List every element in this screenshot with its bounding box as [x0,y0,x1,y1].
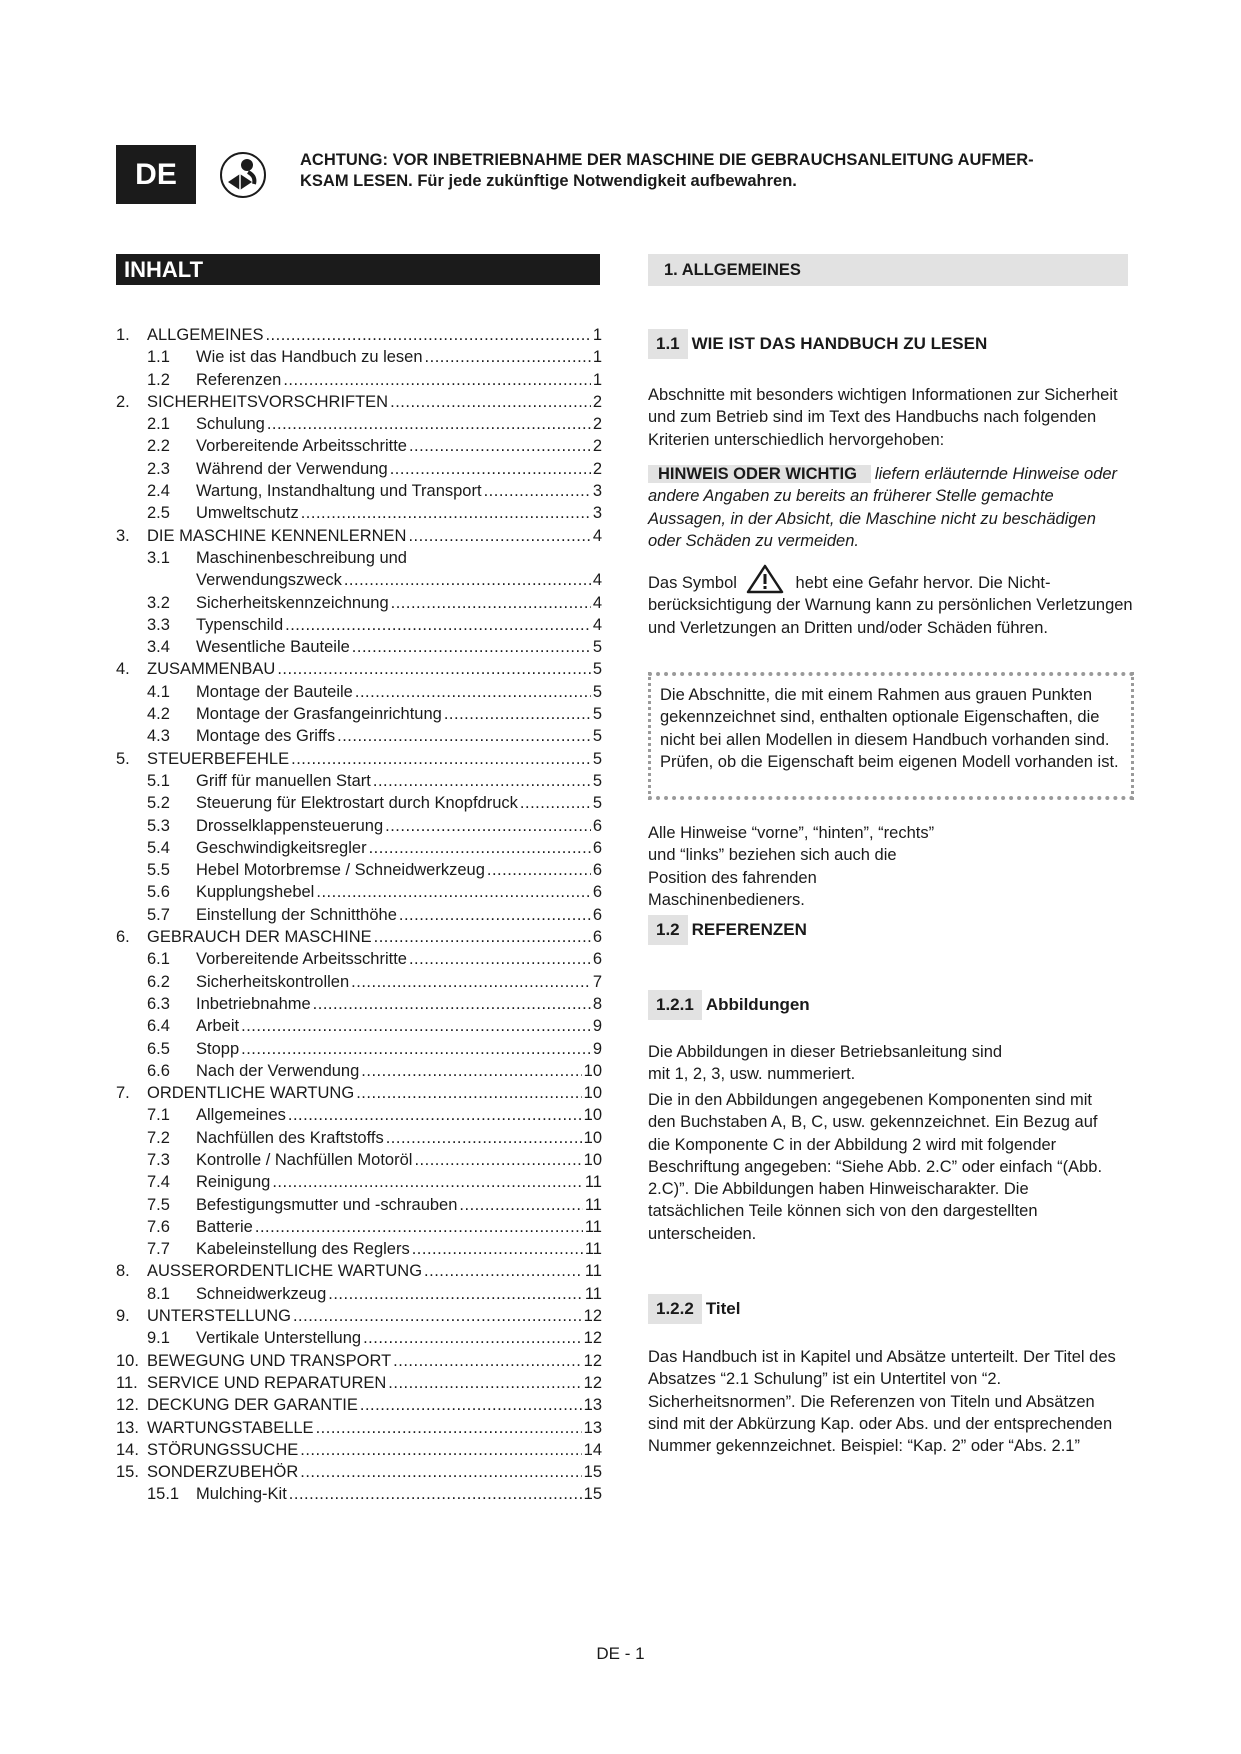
toc-leader-dots [412,1238,583,1260]
toc-entry [116,1327,602,1349]
toc-entry-title: WARTUNGSTABELLE [147,1418,314,1437]
toc-entry-page: 9 [592,1039,602,1058]
toc-entry-page: 12 [583,1307,602,1326]
toc-entry-title: DECKUNG DER GARANTIE [147,1396,358,1415]
toc-entry-title: DIE MASCHINE KENNENLERNEN [147,526,407,545]
toc-entry-title: SONDERZUBEHÖR [147,1463,299,1482]
toc-entry [116,770,602,792]
toc-entry-title: Montage der Bauteile [196,682,353,701]
toc-entry-page: 5 [592,682,602,701]
toc-entry-title: Stopp [196,1039,240,1058]
toc-entry-title: Schneidwerkzeug [196,1284,327,1303]
toc-leader-dots [414,1149,581,1171]
toc-entry [116,926,602,948]
toc-entry-number: 9.1 [147,1329,170,1348]
toc-entry-page: 1 [592,326,602,344]
toc-entry-number: 11. [116,1373,138,1392]
toc-leader-dots [390,391,591,413]
toc-entry-number: 4. [116,660,130,679]
section-number: 1.1 [648,329,688,359]
toc-entry-title: Inbetriebnahme [196,994,311,1013]
toc-entry-number: 5.4 [147,838,170,857]
toc-entry-page: 4 [592,526,602,545]
toc-leader-dots [337,725,591,747]
toc-entry-page: 6 [592,816,602,835]
toc-entry-title: Kontrolle / Nachfüllen Motoröl [196,1150,413,1169]
toc-entry-number: 9. [116,1307,130,1326]
toc-entry-page: 12 [583,1351,602,1370]
toc-leader-dots [373,770,591,792]
toc-entry-title: BEWEGUNG UND TRANSPORT [147,1351,392,1370]
toc-entry-page: 6 [592,861,602,880]
figures-paragraph-2: Die in den Abbildungen angegebenen Komponenten sind mit den Buchstaben A, B, C, usw. gekennzeichnet. Ein Bezug auf die Komponente C in der Abbildung 2 wird mit folgender Beschriftung angegeben: “Siehe Abb. 2.C” oder einfach “(Abb. 2.C)”. Die Abbildungen haben Hinweischarakter. Die tatsächlichen Teile können sich von den dargestellten unterscheiden. [648,1091,1103,1243]
toc-entry [116,837,602,859]
toc-entry-number [116,569,196,591]
note-paragraph [648,463,1118,552]
toc-leader-dots [487,859,591,881]
toc-leader-dots [484,480,591,502]
toc-entry [116,948,602,970]
toc-entry-title: Geschwindigkeitsregler [196,838,367,857]
toc-entry-title: Maschinenbeschreibung und [196,548,407,567]
toc-entry-page: 13 [583,1396,602,1415]
toc-leader-dots [301,502,591,524]
toc-entry-number: 2.2 [147,437,170,456]
toc-entry-number: 3.4 [147,638,170,657]
directions-paragraph: Alle Hinweise “vorne”, “hinten”, “rechts” und “links” beziehen sich auch die Position des fahrenden Maschinenbedieners. [648,824,935,909]
toc-leader-dots [293,1305,582,1327]
toc-entry-page: 10 [583,1128,602,1147]
toc-entry-title: Schulung [196,415,265,434]
toc-entry-number: 15.1 [147,1485,180,1504]
toc-entry-number: 8. [116,1262,130,1281]
toc-entry-number: 7.5 [147,1195,170,1214]
toc-entry [116,703,602,725]
toc-entry-title: Umweltschutz [196,504,299,523]
toc-entry [116,993,602,1015]
toc-entry-number: 5.5 [147,861,170,880]
toc-entry-title: ZUSAMMENBAU [147,660,276,679]
toc-leader-dots [374,926,591,948]
toc-entry-number: 5.2 [147,794,170,813]
toc-leader-dots [408,525,590,547]
section-title: WIE IST DAS HANDBUCH ZU LESEN [691,334,988,353]
toc-entry [116,1216,602,1238]
toc-entry-title: Referenzen [196,370,282,389]
toc-entry-page: 11 [584,1217,602,1236]
toc-entry [116,1171,602,1193]
toc-entry-page: 11 [584,1262,602,1281]
toc-entry [116,1038,602,1060]
toc-leader-dots [409,435,591,457]
toc-entry-page: 5 [592,638,602,657]
toc-entry-page: 8 [592,994,602,1013]
toc-entry [116,1082,602,1104]
toc-entry-number: 1. [116,326,130,344]
toc-entry [116,1015,602,1037]
toc-leader-dots [351,971,591,993]
toc-entry-title: Griff für manuellen Start [196,771,371,790]
toc-leader-dots [425,346,591,368]
toc-leader-dots [355,681,591,703]
toc-entry [116,815,602,837]
toc-entry-title: SERVICE UND REPARATUREN [147,1373,387,1392]
toc-leader-dots [255,1216,583,1238]
toc-entry-number: 3.1 [147,548,170,567]
toc-entry-page: 6 [592,838,602,857]
toc-title: INHALT [116,254,600,285]
toc-entry-page: 14 [583,1440,602,1459]
toc-leader-dots [291,748,591,770]
symbol-paragraph [648,564,1138,639]
toc-entry-title: Vorbereitende Arbeitsschritte [196,950,407,969]
toc-entry [116,480,602,502]
toc-leader-dots [388,1372,581,1394]
toc-entry-page: 10 [583,1106,602,1125]
toc-entry-page: 9 [592,1017,602,1036]
toc-entry-title: Einstellung der Schnitthöhe [196,905,397,924]
toc-entry-number: 6.2 [147,972,170,991]
toc-leader-dots [272,1171,583,1193]
toc-entry-page: 15 [583,1463,602,1482]
toc-entry-page: 4 [592,615,602,634]
toc-entry-page: 3 [592,482,602,501]
toc-entry-number: 14. [116,1440,139,1459]
toc-entry [116,748,602,770]
toc-entry-title: Typenschild [196,615,284,634]
toc-entry-page: 6 [592,950,602,969]
toc-entry-page: 15 [583,1485,602,1504]
toc-leader-dots [300,1461,581,1483]
toc-entry-title: Steuerung für Elektrostart durch Knopfdruck [196,794,518,813]
toc-leader-dots [360,1394,582,1416]
toc-leader-dots [424,1260,583,1282]
toc-entry-title: UNTERSTELLUNG [147,1307,291,1326]
section-1-2-heading [648,915,807,945]
toc-entry-page: 5 [592,705,602,724]
toc-entry-title: Verwendungszweck [196,571,342,590]
toc-entry [116,1439,602,1461]
toc-entry-number: 1.1 [147,348,170,367]
toc-leader-dots [409,948,591,970]
toc-entry-page: 7 [592,972,602,991]
toc-entry-number: 10. [116,1351,139,1370]
toc-entry [116,435,602,457]
symbol-before: Das Symbol [648,574,737,592]
toc-entry [116,502,602,524]
language-badge: DE [116,145,196,204]
toc-entry-page: 11 [584,1173,602,1192]
toc-leader-dots [363,1327,582,1349]
toc-leader-dots [241,1015,591,1037]
toc-entry [116,971,602,993]
figures-paragraph-1: Die Abbildungen in dieser Betriebsanleitung sind mit 1, 2, 3, usw. nummeriert. [648,1043,1003,1084]
section-title: Abbildungen [705,995,810,1014]
toc-entry [116,859,602,881]
toc-entry-number: 7.6 [147,1217,170,1236]
toc-entry [116,413,602,435]
section-1-2-1-heading [648,990,810,1020]
toc-entry [116,1238,602,1260]
toc-entry-page: 11 [584,1195,602,1214]
toc-leader-dots [285,614,591,636]
toc-entry-title: STÖRUNGSSUCHE [147,1440,299,1459]
toc-entry [116,1104,602,1126]
toc-entry-title: Wie ist das Handbuch zu lesen [196,348,423,367]
toc-leader-dots [313,993,591,1015]
toc-entry [116,369,602,391]
section-number: 1.2 [648,915,688,945]
toc-entry [116,881,602,903]
section-number: 1.2.2 [648,1294,702,1324]
toc-entry-number: 1.2 [147,370,170,389]
toc-entry-page: 2 [592,459,602,478]
symbol-after: hebt eine Gefahr hervor. Die Nicht-berücksichtigung der Warnung kann zu persönlichen Verletzungen und Verletzungen an Dritten und/oder Schäden führen. [648,574,1133,637]
safety-warning [300,150,1130,192]
toc-entry-number: 4.1 [147,682,170,701]
toc-entry-number: 2. [116,392,130,411]
toc-entry-page: 11 [584,1284,602,1303]
toc-entry [116,636,602,658]
toc-entry [116,1060,602,1082]
toc-leader-dots [289,1483,582,1505]
toc-leader-dots [361,1060,581,1082]
toc-leader-dots [459,1194,582,1216]
toc-entry-number: 3.3 [147,615,170,634]
warning-line-1: ACHTUNG: VOR INBETRIEBNAHME DER MASCHINE DIE GEBRAUCHSANLEITUNG AUFMER- [300,151,1034,169]
toc-leader-dots [267,413,591,435]
toc-leader-dots [328,1283,583,1305]
toc-entry [116,1149,602,1171]
toc-entry-title: Kupplungshebel [196,883,315,902]
toc-entry-title: Nach der Verwendung [196,1061,360,1080]
toc-entry-title: SICHERHEITSVORSCHRIFTEN [147,392,389,411]
toc-entry [116,1483,602,1505]
toc-entry-page: 6 [592,905,602,924]
toc-entry-number: 6.5 [147,1039,170,1058]
optional-feature-text: Die Abschnitte, die mit einem Rahmen aus grauen Punkten gekennzeichnet sind, enthalten optionale Eigenschaften, die nicht bei allen Modellen in diesem Handbuch vorhanden sind. Prüfen, ob die Eigenschaft beim eigenen Modell vorhanden ist. [660,686,1119,771]
note-label: HINWEIS ODER WICHTIG [648,465,871,483]
toc-entry-number: 6.6 [147,1061,170,1080]
toc-leader-dots [283,369,591,391]
toc-entry [116,324,602,346]
toc-entry-page: 11 [584,1240,602,1259]
toc-entry-title: Kabeleinstellung des Reglers [196,1240,410,1259]
toc-leader-dots [316,1417,582,1439]
toc-leader-dots [444,703,591,725]
toc-entry-page: 1 [592,348,602,367]
toc-entry [116,1283,602,1305]
toc-entry-title: Wartung, Instandhaltung und Transport [196,482,482,501]
toc-entry-title: Während der Verwendung [196,459,388,478]
toc-entry-title: Sicherheitskennzeichnung [196,593,389,612]
toc-entry [116,725,602,747]
section-title: Titel [705,1299,741,1318]
toc-entry [116,614,602,636]
toc-entry-page: 2 [592,415,602,434]
intro-paragraph: Abschnitte mit besonders wichtigen Informationen zur Sicherheit und zum Betrieb sind im Text des Handbuchs nach folgenden Kriterien unterschiedlich hervorgehoben: [648,386,1118,449]
toc-leader-dots [356,1082,581,1104]
toc-entry [116,569,602,591]
toc-entry-number: 7.4 [147,1173,170,1192]
section-1-header: 1. ALLGEMEINES [648,254,1128,286]
toc-leader-dots [277,658,590,680]
toc-leader-dots [352,636,591,658]
toc-entry-page: 5 [592,727,602,746]
toc-entry-number: 2.1 [147,415,170,434]
toc-entry-page: 4 [592,571,602,590]
toc-leader-dots [300,1439,581,1461]
toc-entry-title: Batterie [196,1217,253,1236]
toc-entry-title: Montage des Griffs [196,727,336,746]
toc-entry-number: 6. [116,928,130,947]
toc-entry [116,1461,602,1483]
toc-entry-number: 4.2 [147,705,170,724]
toc-entry-title: Nachfüllen des Kraftstoffs [196,1128,384,1147]
toc-entry-title: GEBRAUCH DER MASCHINE [147,928,372,947]
toc-leader-dots [265,324,590,346]
toc-entry-title: Hebel Motorbremse / Schneidwerkzeug [196,861,485,880]
toc-entry-page: 1 [592,370,602,389]
toc-leader-dots [241,1038,591,1060]
toc-entry-number: 7.2 [147,1128,170,1147]
toc-entry-page: 13 [583,1418,602,1437]
toc-entry [116,1260,602,1282]
toc-entry-number: 5.6 [147,883,170,902]
toc-leader-dots [288,1104,582,1126]
section-1-1-heading [648,329,987,359]
titles-paragraph: Das Handbuch ist in Kapitel und Absätze unterteilt. Der Titel des Absatzes “2.1 Schulung” ist ein Untertitel von “2. Sicherheitsnormen”. Die Referenzen von Titeln und Absätzen sind mit der Abkürzung Kap. oder Abs. und der entsprechenden Nummer gekennzeichnet. Beispiel: “Kap. 2” oder “Abs. 2.1” [648,1348,1116,1456]
table-of-contents [116,324,602,1506]
toc-entry-page: 5 [592,794,602,813]
toc-entry-number: 5.7 [147,905,170,924]
toc-entry [116,904,602,926]
toc-entry [116,391,602,413]
toc-entry [116,1127,602,1149]
toc-entry-number: 2.5 [147,504,170,523]
manual-reading-icon [220,152,266,198]
toc-entry-title: Arbeit [196,1017,240,1036]
toc-entry [116,458,602,480]
toc-entry [116,1350,602,1372]
toc-entry-number: 7.7 [147,1240,170,1259]
toc-entry [116,525,602,547]
toc-entry-number: 7. [116,1084,130,1103]
toc-leader-dots [399,904,591,926]
toc-entry-number: 5.3 [147,816,170,835]
toc-entry-title: ORDENTLICHE WARTUNG [147,1084,355,1103]
toc-leader-dots [520,792,591,814]
toc-entry [116,1372,602,1394]
toc-entry-number: 7.3 [147,1150,170,1169]
toc-leader-dots [386,1127,582,1149]
toc-entry-page: 10 [583,1150,602,1169]
toc-leader-dots [385,815,591,837]
section-1-2-2-heading [648,1294,740,1324]
toc-leader-dots [393,1350,581,1372]
toc-entry-number: 6.3 [147,994,170,1013]
toc-entry-number: 6.1 [147,950,170,969]
toc-leader-dots [344,569,591,591]
toc-leader-dots [390,458,591,480]
section-title: REFERENZEN [691,920,807,939]
toc-entry-page: 12 [583,1373,602,1392]
toc-entry-number: 2.3 [147,459,170,478]
toc-entry-page: 2 [592,392,602,411]
toc-entry-title: Vertikale Unterstellung [196,1329,362,1348]
toc-entry-page: 2 [592,437,602,456]
toc-entry [116,547,602,569]
toc-entry-title: Reinigung [196,1173,271,1192]
toc-entry [116,346,602,368]
warning-line-2: KSAM LESEN. Für jede zukünftige Notwendigkeit aufbewahren. [300,172,797,190]
toc-entry-title: ALLGEMEINES [147,326,264,344]
toc-entry-number: 13. [116,1418,139,1437]
toc-entry-number: 6.4 [147,1017,170,1036]
toc-entry-title: Sicherheitskontrollen [196,972,350,991]
toc-entry-title: Drosselklappensteuerung [196,816,384,835]
toc-entry-number: 5.1 [147,771,170,790]
note-text: liefern erläuternde Hinweise oder andere Angaben zu bereits an früherer Stelle gemachte Aussagen, in der Absicht, die Maschine nicht zu beschädigen oder Schäden zu vermeiden. [648,465,1118,550]
toc-entry-page: 12 [583,1329,602,1348]
toc-entry [116,592,602,614]
toc-entry [116,681,602,703]
toc-entry [116,1394,602,1416]
toc-entry-number: 3.2 [147,593,170,612]
toc-entry-number: 4.3 [147,727,170,746]
toc-entry-title: Wesentliche Bauteile [196,638,350,657]
toc-entry-page: 5 [592,771,602,790]
toc-entry-title: Mulching-Kit [196,1485,287,1504]
toc-entry-page: 3 [592,504,602,523]
toc-entry-page: 6 [592,928,602,947]
toc-entry [116,1194,602,1216]
toc-entry-title: AUSSERORDENTLICHE WARTUNG [147,1262,423,1281]
toc-entry-number: 12. [116,1396,139,1415]
toc-entry [116,1417,602,1439]
toc-entry [116,658,602,680]
toc-leader-dots [316,881,590,903]
toc-entry-title: Montage der Grasfangeinrichtung [196,705,442,724]
toc-entry-number: 5. [116,749,130,768]
toc-leader-dots [391,592,591,614]
page-number: DE - 1 [596,1644,645,1663]
toc-entry-number: 7.1 [147,1106,170,1125]
toc-entry-number: 8.1 [147,1284,170,1303]
toc-entry-title: Vorbereitende Arbeitsschritte [196,437,407,456]
section-number: 1.2.1 [648,990,702,1020]
toc-entry-title: Befestigungsmutter und -schrauben [196,1195,458,1214]
toc-entry-number: 3. [116,526,130,545]
toc-entry [116,1305,602,1327]
toc-entry-page: 10 [583,1061,602,1080]
toc-entry-page: 5 [592,660,602,679]
toc-entry-number: 15. [116,1463,139,1482]
toc-entry-number: 2.4 [147,482,170,501]
toc-entry [116,792,602,814]
toc-entry-page: 6 [592,883,602,902]
toc-entry-page: 4 [592,593,602,612]
toc-leader-dots [369,837,591,859]
toc-entry-page: 5 [592,749,602,768]
toc-entry-title: Allgemeines [196,1106,286,1125]
toc-entry-title: STEUERBEFEHLE [147,749,290,768]
toc-entry-page: 10 [583,1084,602,1103]
warning-triangle-icon [746,564,784,594]
